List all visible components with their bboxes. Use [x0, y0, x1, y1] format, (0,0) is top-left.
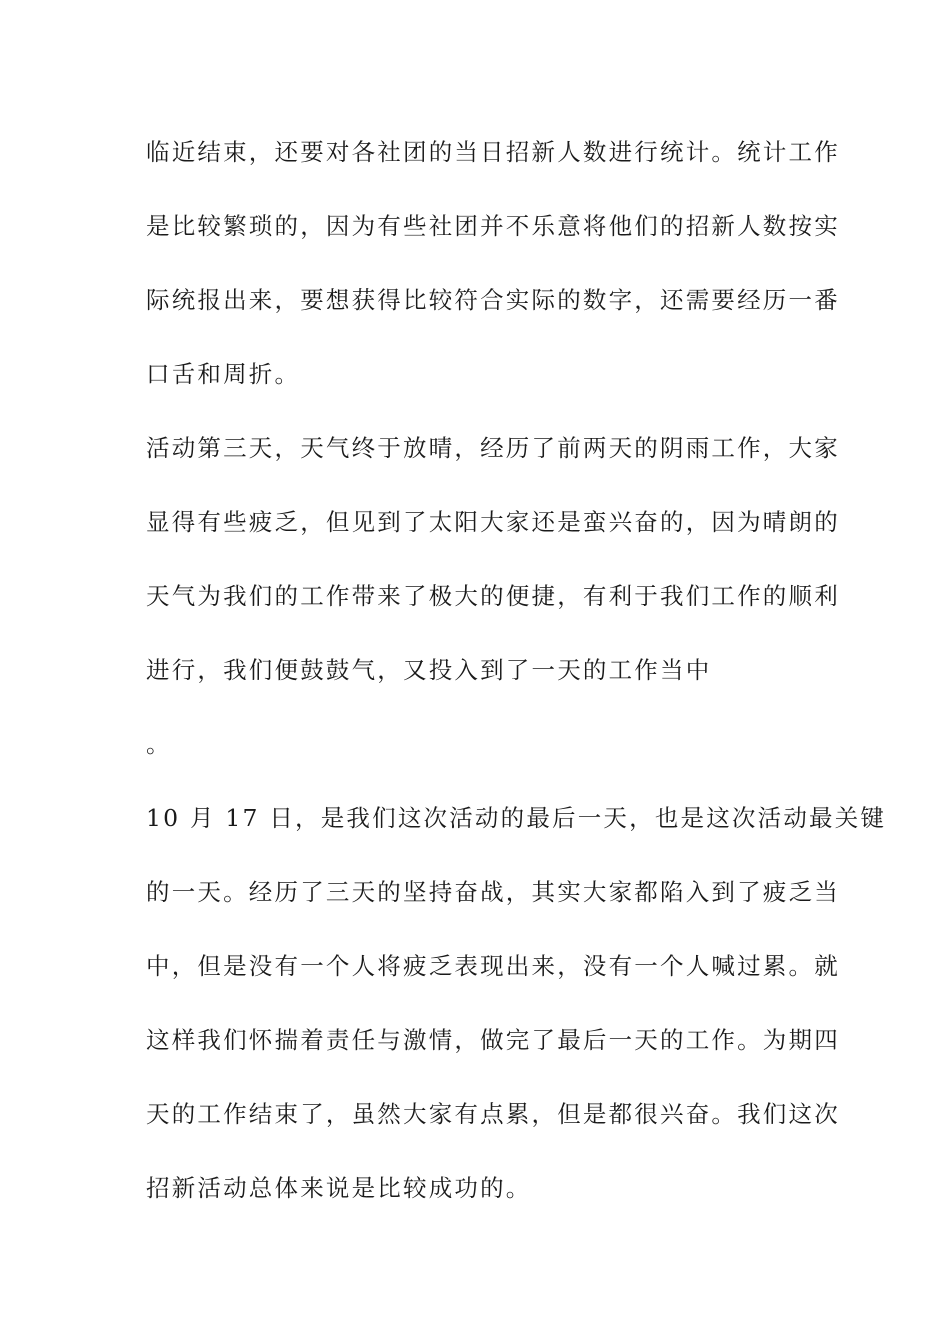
text-line: 。	[146, 730, 172, 758]
text-line: 的一天。经历了三天的坚持奋战，其实大家都陷入到了疲乏当	[146, 878, 840, 906]
text-line: 临近结束，还要对各社团的当日招新人数进行统计。统计工作	[146, 138, 840, 166]
body-text	[146, 128, 887, 1238]
text-line: 口舌和周折。	[146, 360, 301, 388]
text-line: 天的工作结束了，虽然大家有点累，但是都很兴奋。我们这次	[146, 1100, 840, 1128]
text-line: 际统报出来，要想获得比较符合实际的数字，还需要经历一番	[146, 286, 840, 314]
text-line: 显得有些疲乏，但见到了太阳大家还是蛮兴奋的，因为晴朗的	[146, 508, 840, 536]
text-line: 这样我们怀揣着责任与激情，做完了最后一天的工作。为期四	[146, 1026, 840, 1054]
text-line: 活动第三天，天气终于放晴，经历了前两天的阴雨工作，大家	[146, 434, 840, 462]
text-line: 招新活动总体来说是比较成功的。	[146, 1174, 532, 1202]
text-line: 是比较繁琐的，因为有些社团并不乐意将他们的招新人数按实	[146, 212, 840, 240]
text-line: 天气为我们的工作带来了极大的便捷，有利于我们工作的顺利	[146, 582, 840, 610]
text-line: 进行，我们便鼓鼓气，又投入到了一天的工作当中	[146, 656, 712, 684]
text-line: 中，但是没有一个人将疲乏表现出来，没有一个人喊过累。就	[146, 952, 840, 980]
text-line: 10 月 17 日，是我们这次活动的最后一天，也是这次活动最关键	[146, 804, 887, 832]
